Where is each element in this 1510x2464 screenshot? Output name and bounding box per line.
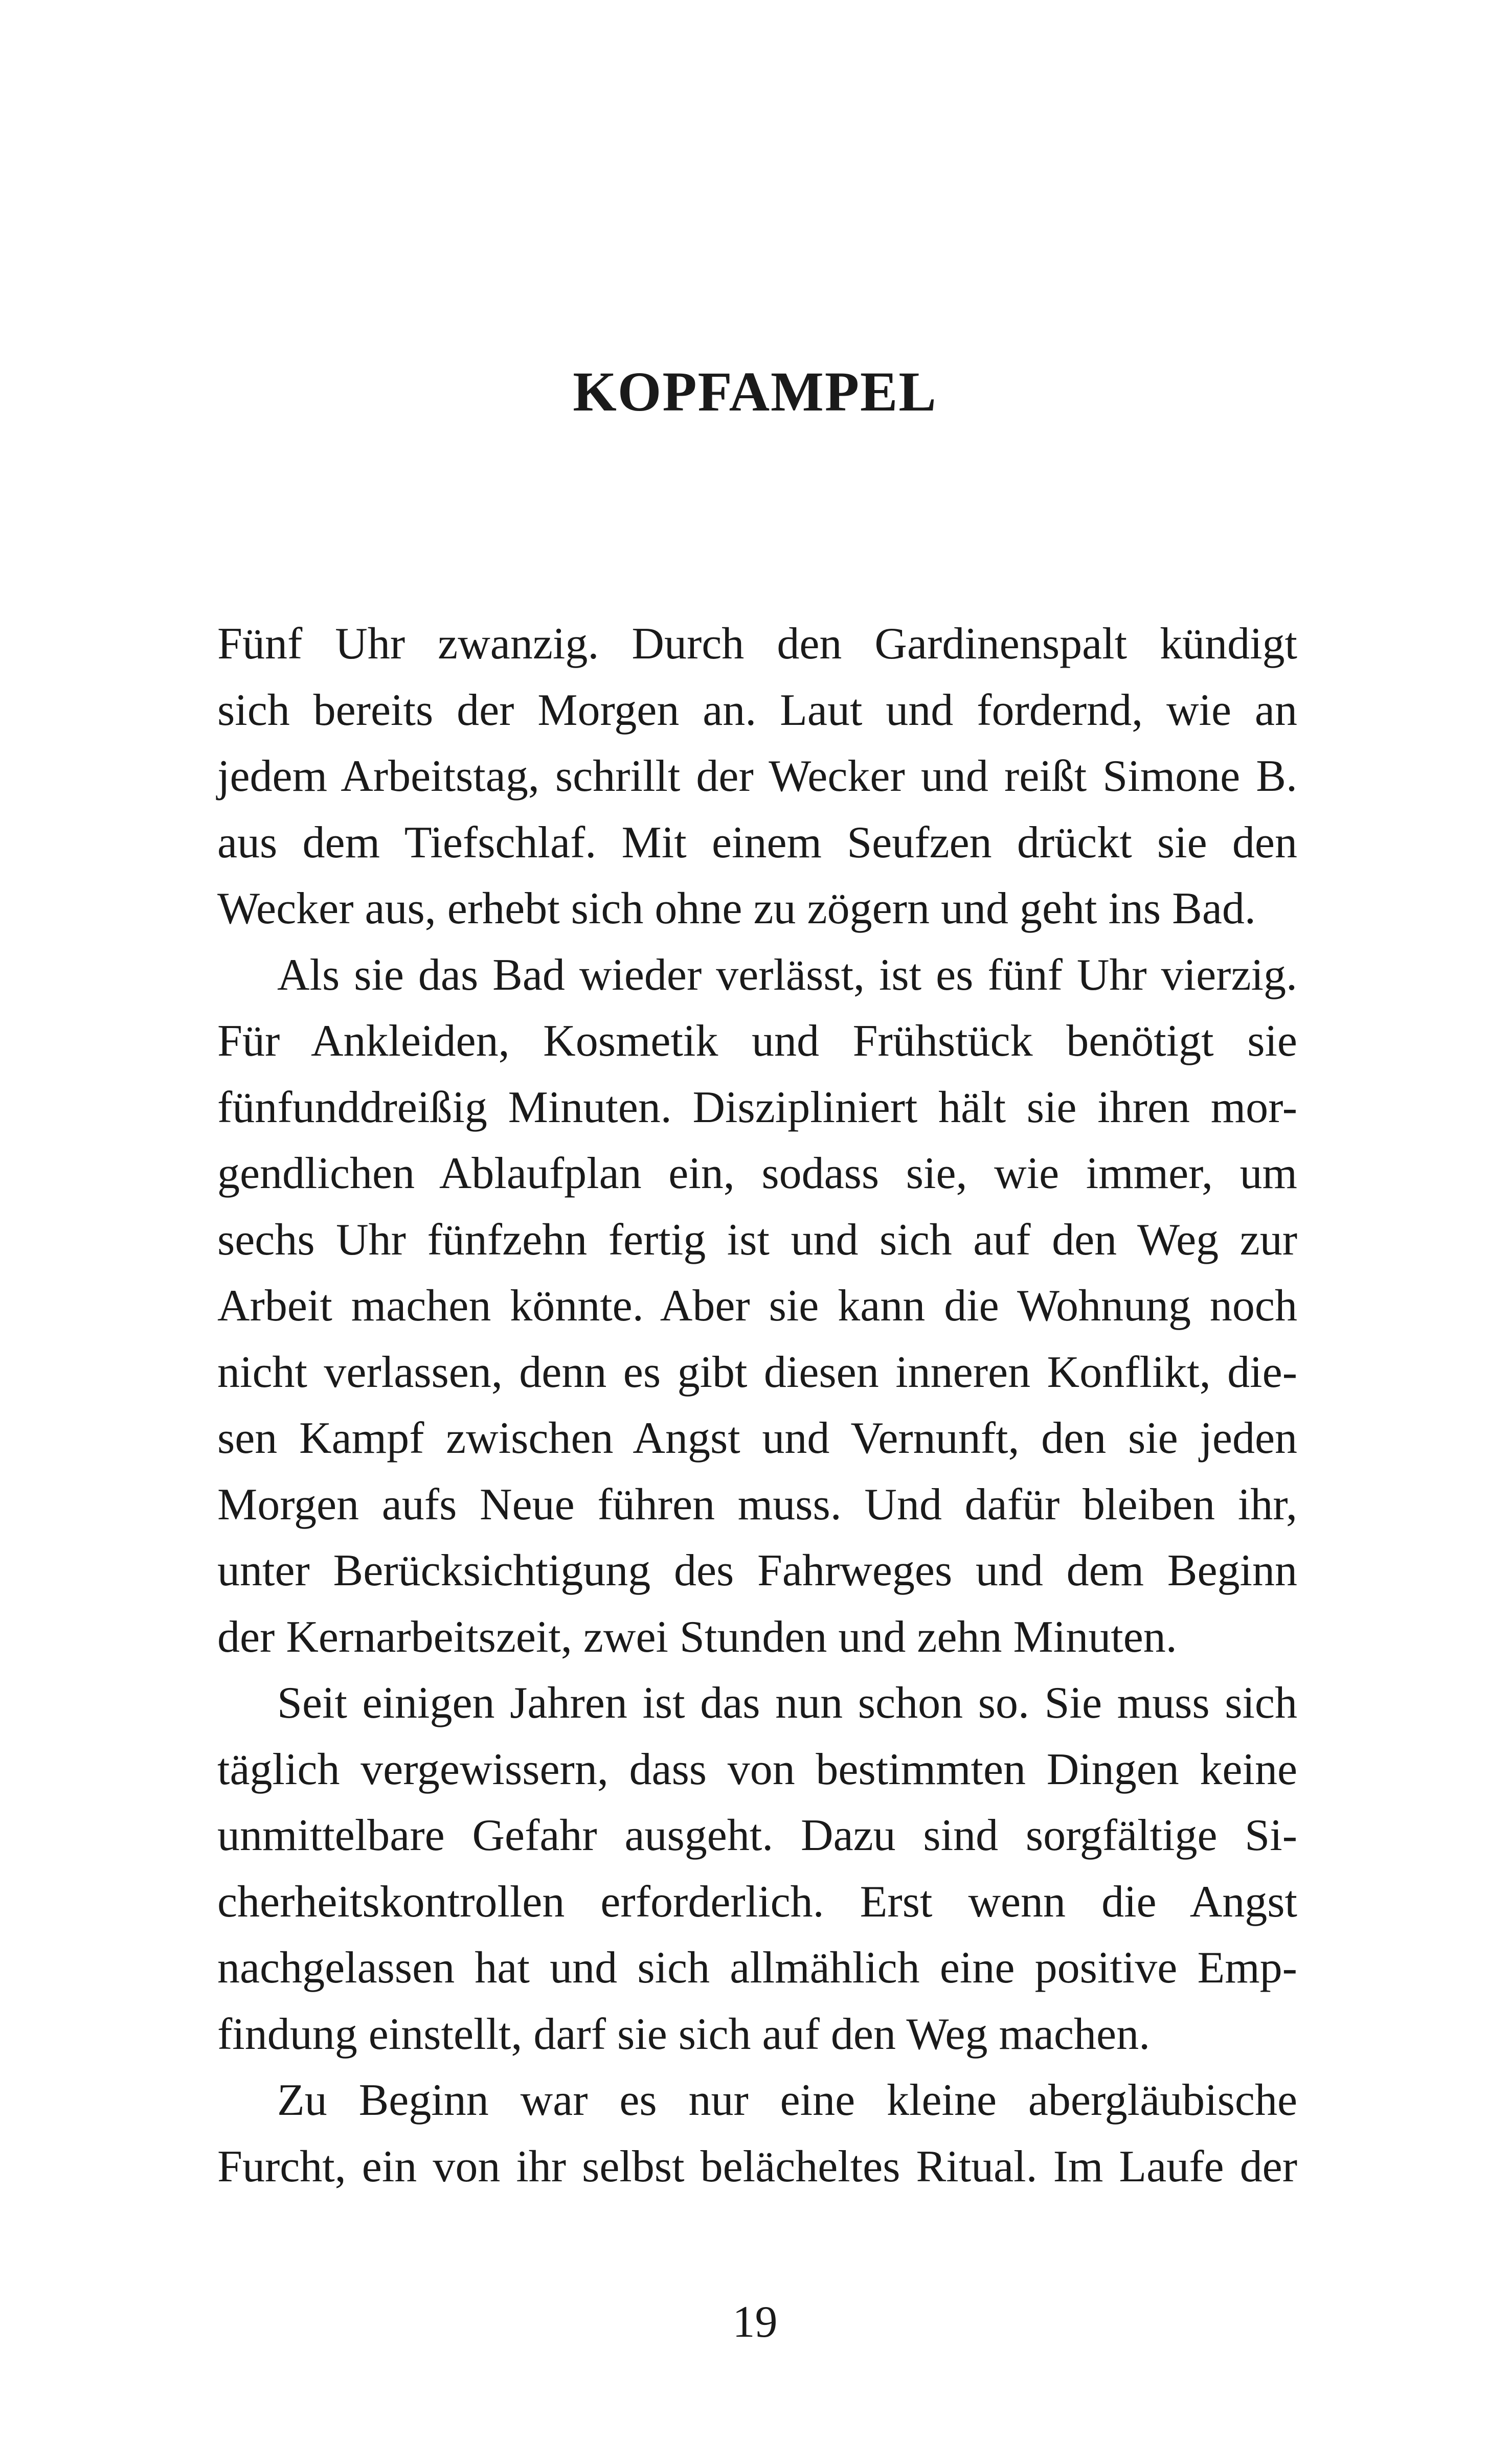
text-line: Fünf Uhr zwanzig. Durch den Gardinenspalt kündigt <box>217 619 1297 669</box>
text-line: Seit einigen Jahren ist das nun schon so. Sie muss sich <box>277 1678 1297 1728</box>
text-line: Für Ankleiden, Kosmetik und Frühstück benötigt sie <box>217 1016 1297 1066</box>
text-line: nicht verlassen, denn es gibt diesen inneren Konflikt, die- <box>217 1347 1297 1397</box>
chapter-title: KOPFAMPEL <box>573 360 937 423</box>
text-line: täglich vergewissern, dass von bestimmten Dingen keine <box>217 1744 1297 1794</box>
text-line: der Kernarbeitszeit, zwei Stunden und zehn Minuten. <box>217 1612 1177 1662</box>
body-text <box>217 611 1297 2200</box>
text-line: findung einstellt, darf sie sich auf den Weg machen. <box>217 2009 1151 2059</box>
text-line: Als sie das Bad wieder verlässt, ist es fünf Uhr vierzig. <box>277 950 1297 1000</box>
text-line: sich bereits der Morgen an. Laut und fordernd, wie an <box>217 685 1297 735</box>
text-line: Furcht, ein von ihr selbst belächeltes Ritual. Im Laufe der <box>217 2141 1297 2192</box>
text-line: fünfunddreißig Minuten. Diszipliniert hält sie ihren mor- <box>217 1082 1297 1132</box>
text-line: unmittelbare Gefahr ausgeht. Dazu sind sorgfältige Si- <box>217 1811 1297 1860</box>
text-line: unter Berücksichtigung des Fahrweges und dem Beginn <box>217 1546 1297 1595</box>
text-line: cherheitskontrollen erforderlich. Erst wenn die Angst <box>217 1877 1297 1927</box>
page-number: 19 <box>732 2297 778 2347</box>
text-line: sechs Uhr fünfzehn fertig ist und sich auf den Weg zur <box>217 1215 1297 1265</box>
text-line: sen Kampf zwischen Angst und Vernunft, den sie jeden <box>217 1413 1297 1463</box>
text-line: Morgen aufs Neue führen muss. Und dafür bleiben ihr, <box>217 1479 1297 1530</box>
text-line: Zu Beginn war es nur eine kleine abergläubische <box>277 2075 1297 2125</box>
text-line: Wecker aus, erhebt sich ohne zu zögern und geht ins Bad. <box>217 884 1256 933</box>
text-line: Arbeit machen könnte. Aber sie kann die Wohnung noch <box>217 1281 1297 1331</box>
text-line: aus dem Tiefschlaf. Mit einem Seufzen drückt sie den <box>217 817 1297 868</box>
text-line: gendlichen Ablaufplan ein, sodass sie, wie immer, um <box>217 1149 1297 1198</box>
text-line: jedem Arbeitstag, schrillt der Wecker und reißt Simone B. <box>217 751 1297 801</box>
text-line: nachgelassen hat und sich allmählich eine positive Emp- <box>217 1943 1297 1993</box>
